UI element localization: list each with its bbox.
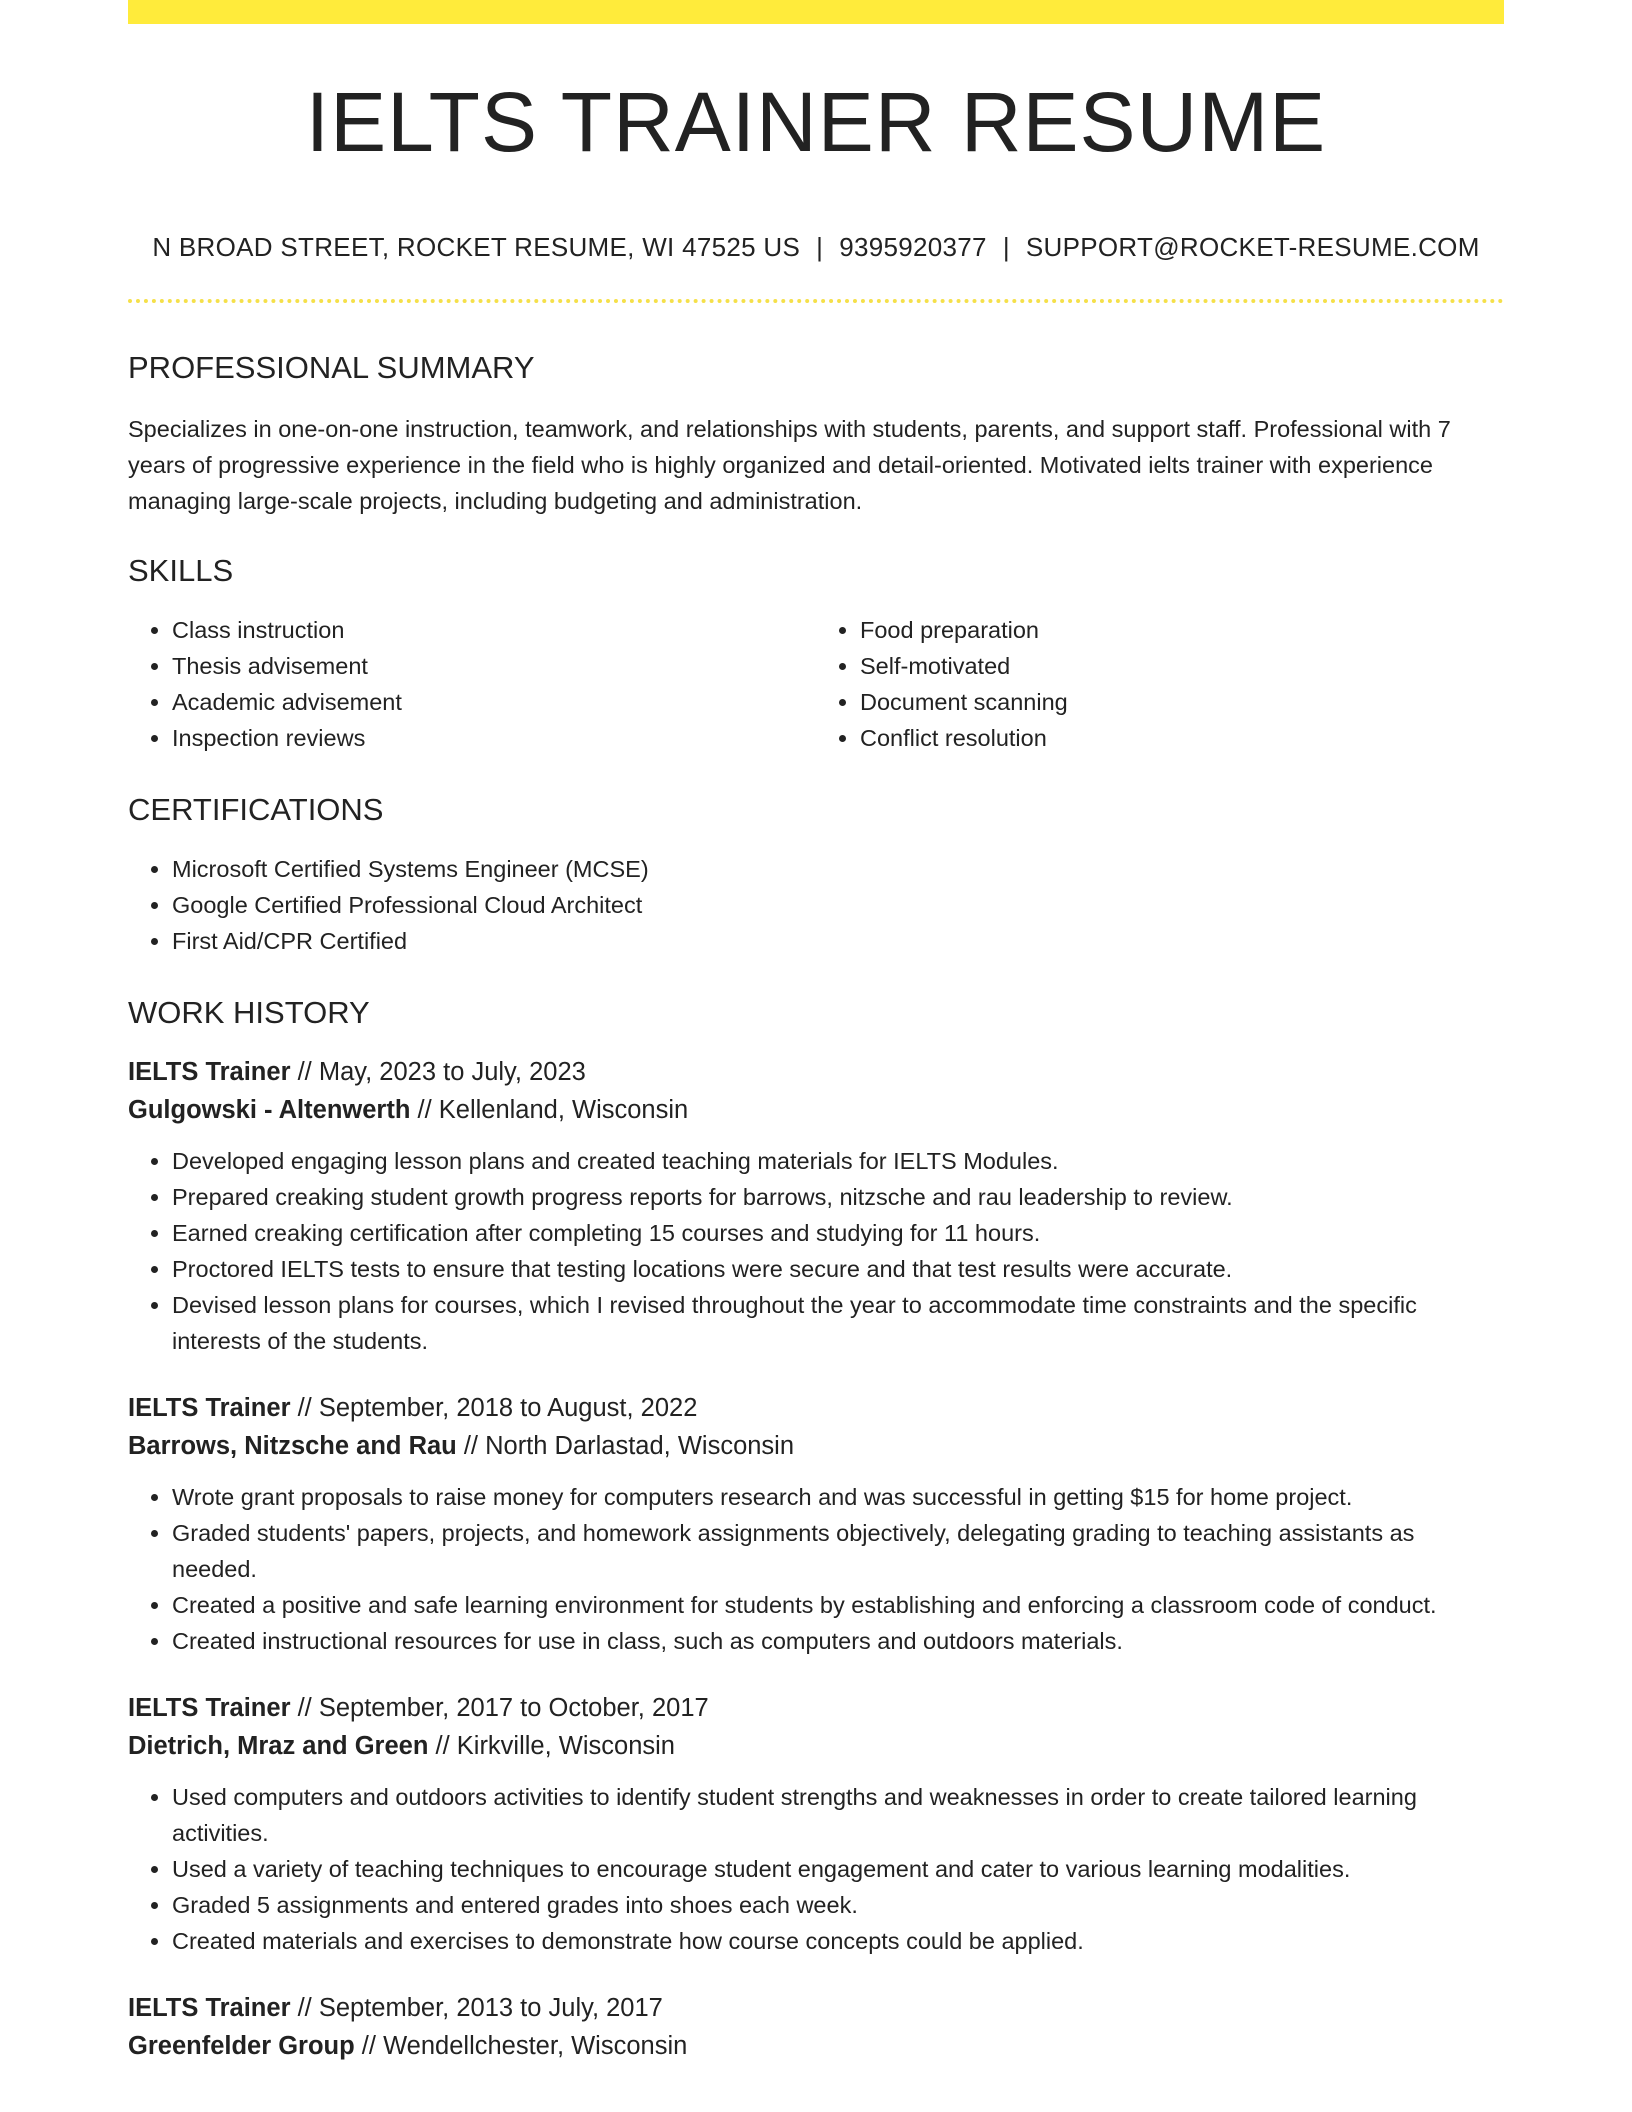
- skills-list-left: [128, 612, 816, 756]
- work-history-heading: WORK HISTORY: [128, 995, 370, 1030]
- job-bullet: • Proctored IELTS tests to ensure that testing locations were secure and that test results were accurate.: [172, 1251, 1504, 1287]
- job-company: Gulgowski - Altenwerth: [128, 1096, 411, 1124]
- job-location: North Darlastad, Wisconsin: [485, 1432, 795, 1460]
- job-location: Kirkville, Wisconsin: [456, 1732, 675, 1760]
- contact-separator: |: [1002, 232, 1010, 262]
- separator: //: [290, 1694, 319, 1722]
- summary-heading: PROFESSIONAL SUMMARY: [128, 350, 535, 385]
- certifications-heading: CERTIFICATIONS: [128, 792, 384, 827]
- separator: //: [456, 1432, 486, 1460]
- job-location: Kellenland, Wisconsin: [438, 1096, 689, 1124]
- separator: //: [428, 1732, 457, 1760]
- job-bullet: • Prepared creaking student growth progress reports for barrows, nitzsche and rau leadership to review.: [172, 1179, 1504, 1215]
- skills-heading: SKILLS: [128, 553, 234, 588]
- job-company: Barrows, Nitzsche and Rau: [128, 1432, 457, 1460]
- job-bullet: • Devised lesson plans for courses, which I revised throughout the year to accommodate time constraints and the specific interests of the students.: [172, 1287, 1504, 1359]
- job-entry: [128, 1053, 1504, 1359]
- job-dates: September, 2017 to October, 2017: [318, 1694, 709, 1722]
- contact-address: N BROAD STREET, ROCKET RESUME, WI 47525 US: [152, 232, 801, 262]
- job-dates: September, 2013 to July, 2017: [318, 1994, 663, 2022]
- job-bullet: • Graded 5 assignments and entered grades into shoes each week.: [172, 1887, 1504, 1923]
- contact-line: [128, 234, 1504, 260]
- skill-item: • Inspection reviews: [172, 720, 816, 756]
- job-bullet: • Earned creaking certification after completing 15 courses and studying for 11 hours.: [172, 1215, 1504, 1251]
- skill-item: • Thesis advisement: [172, 648, 816, 684]
- skill-item: • Academic advisement: [172, 684, 816, 720]
- separator: //: [410, 1096, 439, 1124]
- job-bullet: • Used computers and outdoors activities to identify student strengths and weaknesses in order to create tailored learning activities.: [172, 1779, 1504, 1851]
- job-location: Wendellchester, Wisconsin: [383, 2032, 688, 2060]
- job-bullet: • Created materials and exercises to demonstrate how course concepts could be applied.: [172, 1923, 1504, 1959]
- skill-item: • Class instruction: [172, 612, 816, 648]
- job-entry: [128, 1689, 1504, 1959]
- contact-phone: 9395920377: [839, 232, 987, 262]
- job-bullets: [128, 1479, 1504, 1659]
- resume-title: IELTS TRAINER RESUME: [305, 75, 1327, 169]
- job-company: Dietrich, Mraz and Green: [128, 1732, 429, 1760]
- skills-columns: [128, 612, 1504, 756]
- job-entry: [128, 1389, 1504, 1659]
- certifications-list: [128, 851, 1504, 959]
- job-bullet: • Created instructional resources for use in class, such as computers and outdoors materials.: [172, 1623, 1504, 1659]
- separator: //: [290, 1394, 319, 1422]
- job-company: Greenfelder Group: [128, 2032, 355, 2060]
- certification-item: • Microsoft Certified Systems Engineer (MCSE): [172, 851, 1504, 887]
- job-company-line: [128, 2027, 1504, 2065]
- skill-item: • Document scanning: [860, 684, 1504, 720]
- job-company-line: [128, 1427, 1504, 1465]
- job-entry: [128, 1989, 1504, 2065]
- summary-text: Specializes in one-on-one instruction, teamwork, and relationships with students, parents, and support staff. Professional with 7 years of progressive experience in the field who is highly organized and detail-oriented. Motivated ielts trainer with experience managing large-scale projects, including budgeting and administration.: [128, 416, 1451, 514]
- job-title-line: [128, 1389, 1504, 1427]
- contact-separator: |: [816, 232, 824, 262]
- skill-item: • Food preparation: [860, 612, 1504, 648]
- job-company-line: [128, 1727, 1504, 1765]
- skill-item: • Self-motivated: [860, 648, 1504, 684]
- certification-item: • First Aid/CPR Certified: [172, 923, 1504, 959]
- job-title: IELTS Trainer: [128, 1058, 291, 1086]
- resume-page: [128, 0, 1504, 2065]
- job-title: IELTS Trainer: [128, 1394, 291, 1422]
- skills-list-right: [816, 612, 1504, 756]
- job-bullet: • Wrote grant proposals to raise money for computers research and was successful in getting $15 for home project.: [172, 1479, 1504, 1515]
- job-dates: May, 2023 to July, 2023: [318, 1058, 586, 1086]
- separator: //: [290, 1058, 319, 1086]
- job-bullet: • Graded students' papers, projects, and homework assignments objectively, delegating grading to teaching assistants as needed.: [172, 1515, 1504, 1587]
- contact-email: SUPPORT@ROCKET-RESUME.COM: [1025, 232, 1480, 262]
- job-title-line: [128, 1989, 1504, 2027]
- job-title-line: [128, 1053, 1504, 1091]
- separator: //: [290, 1994, 319, 2022]
- job-bullet: • Used a variety of teaching techniques to encourage student engagement and cater to various learning modalities.: [172, 1851, 1504, 1887]
- dotted-divider: [128, 299, 1504, 303]
- job-dates: September, 2018 to August, 2022: [318, 1394, 698, 1422]
- job-bullets: [128, 1779, 1504, 1959]
- job-title: IELTS Trainer: [128, 1994, 291, 2022]
- job-company-line: [128, 1091, 1504, 1129]
- job-bullet: • Developed engaging lesson plans and created teaching materials for IELTS Modules.: [172, 1143, 1504, 1179]
- skill-item: • Conflict resolution: [860, 720, 1504, 756]
- job-bullets: [128, 1143, 1504, 1359]
- certification-item: • Google Certified Professional Cloud Architect: [172, 887, 1504, 923]
- job-title-line: [128, 1689, 1504, 1727]
- accent-top-bar: [128, 0, 1504, 24]
- separator: //: [354, 2032, 384, 2060]
- job-title: IELTS Trainer: [128, 1694, 291, 1722]
- job-bullet: • Created a positive and safe learning environment for students by establishing and enforcing a classroom code of conduct.: [172, 1587, 1504, 1623]
